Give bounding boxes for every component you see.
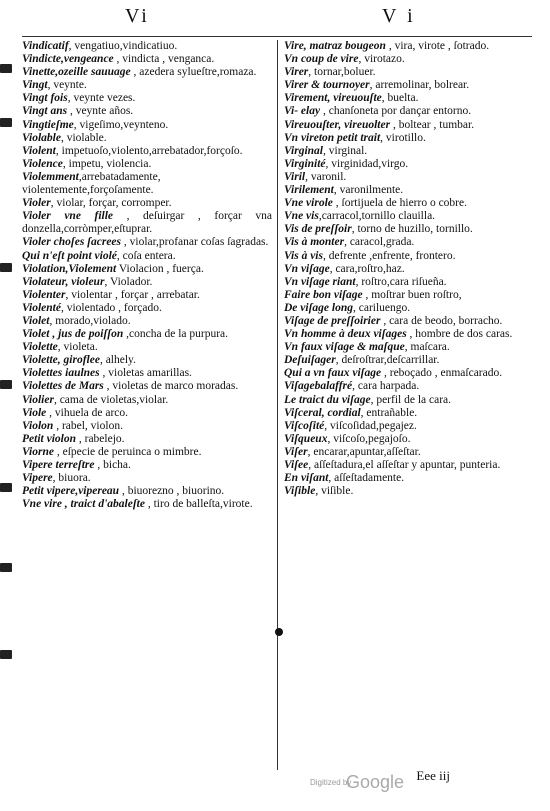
entry-headword: Petit vipere,vipereau <box>22 485 120 498</box>
entry-definition: , aſſeſtadamente. <box>328 472 405 485</box>
dictionary-entry <box>284 236 534 249</box>
dictionary-entry <box>284 459 534 472</box>
dictionary-entry <box>284 132 534 145</box>
entry-definition: , tornar,boluer. <box>308 66 376 79</box>
entry-headword: Viſer <box>284 445 308 458</box>
dictionary-entry <box>22 79 272 92</box>
dictionary-entry <box>284 119 534 132</box>
entry-definition: , cama de violetas,violar. <box>53 393 169 406</box>
dictionary-entry <box>22 92 272 105</box>
entry-headword: Violenter <box>22 288 66 301</box>
entry-headword: Vindicatif <box>22 40 69 52</box>
dictionary-entry <box>22 472 272 485</box>
entry-definition: Violacion , fuerça. <box>116 262 204 275</box>
entry-definition: , tiro de balleſta,virote. <box>144 498 253 511</box>
entry-definition: , encarar,apuntar,aſſeſtar. <box>307 445 421 458</box>
dictionary-entry <box>284 341 534 354</box>
entry-definition: , perfil de la cara. <box>370 393 452 406</box>
entry-definition: , torno de huzillo, tornillo. <box>351 223 473 236</box>
entry-headword: Vne vis <box>284 210 319 223</box>
entry-definition: , cara de beodo, borracho. <box>380 314 503 327</box>
entry-definition: , rabelejo. <box>75 432 125 445</box>
entry-headword: Vis à monter <box>284 236 345 249</box>
dictionary-entry <box>22 210 272 236</box>
gutter-mark <box>0 650 12 659</box>
right-column <box>284 40 534 498</box>
entry-headword: Violer choſes ſacrees <box>22 236 122 249</box>
entry-headword: Viſceral, cordial <box>284 406 361 419</box>
dictionary-entry <box>284 472 534 485</box>
entry-definition: , eſpecie de peruinca o mimbre. <box>53 445 202 458</box>
signature-mark: Eee iij <box>416 768 450 783</box>
entry-definition: , vihuela de arco. <box>46 406 129 419</box>
dictionary-entry <box>22 498 272 511</box>
entry-headword: Viole <box>22 406 47 419</box>
entry-headword: Vire, matraz bougeon <box>284 40 386 52</box>
entry-definition: ,concha de la purpura. <box>123 328 229 341</box>
entry-headword: En viſant <box>284 472 329 485</box>
entry-definition: , caracol,grada. <box>344 236 415 249</box>
dictionary-entry <box>22 276 272 289</box>
entry-definition: , biuora. <box>52 472 91 485</box>
column-divider <box>277 40 278 770</box>
entry-definition: , veynte años. <box>67 105 134 118</box>
entry-definition: , moſtrar buen roſtro, <box>362 288 462 301</box>
entry-definition: , vira, virote , ſotrado. <box>385 40 490 52</box>
dictionary-entry <box>284 105 534 118</box>
entry-headword: Qui n'eſt point violé <box>22 249 117 262</box>
entry-definition: , violentado , forçado. <box>60 301 162 314</box>
entry-headword: Viſcoſité <box>284 419 325 432</box>
entry-definition: , aſſeſtadura,el aſſeſtar y apuntar, punteria. <box>308 459 501 471</box>
entry-headword: Vis à vis <box>284 249 323 262</box>
entry-definition: , virotazo. <box>358 53 405 66</box>
entry-headword: Violette <box>22 341 58 354</box>
dictionary-entry <box>284 184 534 197</box>
entry-definition: , alhely. <box>99 354 136 367</box>
dictionary-entry <box>22 197 272 210</box>
dictionary-entry <box>22 236 272 249</box>
entry-definition: , impetuoſo,violento,arrebatador,forçoſo. <box>55 144 243 157</box>
dictionary-entry <box>284 289 534 302</box>
dictionary-entry <box>22 145 272 158</box>
entry-headword: Violette, giroflee <box>22 354 100 367</box>
dictionary-entry <box>284 276 534 289</box>
entry-definition: , virginal. <box>323 144 368 157</box>
entry-headword: Violent <box>22 144 56 157</box>
dictionary-entry <box>284 367 534 380</box>
entry-headword: Violenté <box>22 301 61 314</box>
dictionary-entry <box>22 250 272 263</box>
entry-headword: Viorne <box>22 445 54 458</box>
entry-definition: , rabel, violon. <box>53 419 123 432</box>
entry-headword: Viſqueux <box>284 432 328 445</box>
entry-headword: Violer <box>22 197 51 210</box>
entry-headword: Vipere terreſtre <box>22 459 95 471</box>
entry-headword: Vipere <box>22 472 53 485</box>
dictionary-entry <box>22 105 272 118</box>
entry-headword: Le traict du viſage <box>284 393 371 406</box>
entry-headword: Vn coup de vire <box>284 53 359 66</box>
entry-headword: Viril <box>284 170 306 183</box>
entry-definition: , arremolinar, bolrear. <box>369 79 470 92</box>
dictionary-entry <box>284 158 534 171</box>
entry-definition: , boltear , tumbar. <box>390 118 475 131</box>
dictionary-entry <box>284 394 534 407</box>
entry-headword: Vingt <box>22 79 48 92</box>
entry-definition: , veynte. <box>47 79 87 92</box>
entry-definition: , veynte vezes. <box>67 92 136 105</box>
dictionary-entry <box>284 250 534 263</box>
entry-headword: Faire bon viſage <box>284 288 363 301</box>
entry-headword: Virilement <box>284 184 334 197</box>
entry-headword: Viſagebalaffré <box>284 380 353 393</box>
entry-headword: Violence <box>22 157 63 170</box>
dictionary-entry <box>22 40 272 53</box>
entry-definition: , viſcoſo,pegajoſo. <box>327 432 411 445</box>
dictionary-entry <box>284 40 534 53</box>
entry-definition: , impetu, violencia. <box>62 157 152 170</box>
google-watermark: Google <box>346 772 405 792</box>
entry-headword: Vn homme à deux viſages <box>284 328 407 341</box>
entry-definition: , violentar , forçar , arrebatar. <box>65 288 200 301</box>
entry-headword: Vis de preſſoir <box>284 223 352 236</box>
entry-headword: Violateur, violeur <box>22 275 105 288</box>
entry-headword: Vn viſage <box>284 262 330 275</box>
entry-definition: ,arrebatadamente, violentemente,forçoſamente. <box>22 170 161 197</box>
entry-definition: , bicha. <box>94 459 131 471</box>
entry-definition: , violeta. <box>57 341 98 354</box>
entry-headword: Violer vne fille <box>22 210 114 223</box>
entry-definition: , virotillo. <box>380 131 426 144</box>
entry-definition: , vengatiuo,vindicatiuo. <box>68 40 178 52</box>
dictionary-entry <box>22 119 272 132</box>
entry-headword: Virer <box>284 66 309 79</box>
dictionary-entry <box>22 433 272 446</box>
entry-headword: Violon <box>22 419 54 432</box>
entry-headword: Violier <box>22 393 54 406</box>
dictionary-entry <box>284 302 534 315</box>
gutter-mark <box>0 64 12 73</box>
dictionary-entry <box>284 145 534 158</box>
running-head-left: Vi <box>125 5 150 27</box>
entry-headword: Vinette,ozeille sauuage <box>22 66 131 79</box>
entry-definition: , cara,roſtro,haz. <box>329 262 405 275</box>
dictionary-entry <box>284 446 534 459</box>
entry-definition: , cara harpada. <box>352 380 420 393</box>
entry-headword: Virginal <box>284 144 323 157</box>
dictionary-entry <box>284 210 534 223</box>
entry-headword: Petit violon <box>22 432 76 445</box>
dictionary-entry <box>22 328 272 341</box>
entry-definition: , violar,profanar coſas ſagradas. <box>121 236 269 249</box>
entry-definition: , buelta. <box>381 92 419 105</box>
entry-headword: Qui a vn faux viſage <box>284 367 382 380</box>
entry-definition: , deſuirgar , forçar vna donzella,corròmper,eſtuprar. <box>22 210 272 236</box>
entry-definition: , maſcara. <box>404 341 450 354</box>
entry-headword: Vingt ans <box>22 105 68 118</box>
gutter-mark <box>0 380 12 389</box>
running-head-right: V i <box>382 5 416 27</box>
dictionary-entry <box>22 394 272 407</box>
entry-headword: De viſage long <box>284 301 353 314</box>
dictionary-entry <box>22 302 272 315</box>
digitized-by-label: Digitized by <box>310 778 352 787</box>
entry-headword: Violemment <box>22 170 79 183</box>
entry-definition: , chanſoneta por dançar entorno. <box>320 105 472 118</box>
dictionary-entry <box>284 315 534 328</box>
entry-definition: , violable. <box>60 131 107 144</box>
left-column <box>22 40 272 511</box>
dictionary-entry <box>22 263 272 276</box>
entry-definition: ,carracol,tornillo clauilla. <box>318 210 436 223</box>
gutter-mark <box>0 118 12 127</box>
header-rule <box>22 36 532 37</box>
entry-headword: Vireuouſter, vireuolter <box>284 118 391 131</box>
dictionary-entry <box>22 66 272 79</box>
dictionary-entry <box>284 354 534 367</box>
dictionary-entry <box>22 158 272 171</box>
dictionary-entry <box>22 289 272 302</box>
entry-headword: Virement, vireuouſte <box>284 92 382 105</box>
entry-definition: , varonil. <box>305 170 347 183</box>
entry-definition: , vigeſimo,veynteno. <box>73 118 169 131</box>
dictionary-entry <box>284 328 534 341</box>
entry-definition: , violar, forçar, corromper. <box>50 197 172 210</box>
dictionary-entry <box>284 66 534 79</box>
entry-definition: , violetas de marco moradas. <box>103 380 239 393</box>
dictionary-entry <box>22 132 272 145</box>
entry-headword: Deſuiſager <box>284 354 336 367</box>
entry-headword: Vi- elay <box>284 105 321 118</box>
entry-definition: , viſcoſidad,pegajez. <box>324 419 417 432</box>
dictionary-entry <box>22 354 272 367</box>
gutter-mark <box>0 483 12 492</box>
entry-headword: Virginité <box>284 157 326 170</box>
binding-gutter <box>0 0 18 811</box>
dictionary-entry <box>284 79 534 92</box>
entry-definition: , viſible. <box>315 485 354 498</box>
entry-definition: , coſa entera. <box>116 249 176 262</box>
dictionary-entry <box>284 433 534 446</box>
gutter-mark <box>0 263 12 272</box>
page-header <box>0 5 550 35</box>
entry-definition: , entrañable. <box>360 406 418 419</box>
dictionary-entry <box>284 53 534 66</box>
entry-definition: , defrente ,enfrente, frontero. <box>322 249 456 262</box>
entry-headword: Vne virole <box>284 197 333 210</box>
entry-definition: , morado,violado. <box>49 314 131 327</box>
entry-headword: Violettes de Mars <box>22 380 104 393</box>
entry-headword: Violet , jus de poiſſon <box>22 328 124 341</box>
entry-definition: , varonilmente. <box>333 184 404 197</box>
dictionary-entry <box>284 263 534 276</box>
entry-headword: Virer & tournoyer <box>284 79 370 92</box>
gutter-mark <box>0 563 12 572</box>
entry-definition: , reboçado , enmaſcarado. <box>381 367 503 380</box>
dictionary-entry <box>22 53 272 66</box>
entry-definition: , hombre de dos caras. <box>406 328 513 341</box>
dictionary-entry <box>284 197 534 210</box>
dictionary-entry <box>284 420 534 433</box>
entry-headword: Vingt fois <box>22 92 68 105</box>
entry-definition: , cariluengo. <box>352 301 411 314</box>
entry-headword: Viſage de preſſoirier <box>284 314 381 327</box>
entry-definition: , deſroſtrar,deſcarrillar. <box>335 354 440 367</box>
entry-headword: Violable <box>22 131 61 144</box>
dictionary-entry <box>22 420 272 433</box>
entry-definition: , ſortijuela de hierro o cobre. <box>332 197 467 210</box>
entry-headword: Violettes iaulnes <box>22 367 100 380</box>
dictionary-entry <box>22 446 272 459</box>
entry-headword: Vingtieſme <box>22 118 74 131</box>
entry-headword: Vn vireton petit trait <box>284 131 381 144</box>
entry-definition: , Violador. <box>104 275 153 288</box>
entry-headword: Violet <box>22 314 50 327</box>
dictionary-entry <box>22 367 272 380</box>
entry-headword: Viſee <box>284 459 309 471</box>
dictionary-entry <box>284 171 534 184</box>
dictionary-entry <box>284 485 534 498</box>
entry-headword: Vne vire , traict d'abaleſte <box>22 498 145 511</box>
dictionary-entry <box>284 407 534 420</box>
entry-headword: Vn faux viſage & maſque <box>284 341 405 354</box>
dictionary-entry <box>22 407 272 420</box>
dictionary-entry <box>22 459 272 472</box>
entry-headword: Violation,Violement <box>22 262 117 275</box>
dictionary-entry <box>22 380 272 393</box>
entry-definition: , biuorezno , biuorino. <box>119 485 225 498</box>
dictionary-entry <box>22 341 272 354</box>
entry-definition: , azedera sylueſtre,romaza. <box>130 66 257 79</box>
entry-headword: Vindicte,vengeance <box>22 53 114 66</box>
entry-definition: , vindicta , venganca. <box>113 53 215 66</box>
dictionary-entry <box>284 92 534 105</box>
entry-definition: , violetas amarillas. <box>99 367 192 380</box>
dictionary-entry <box>22 485 272 498</box>
dictionary-entry <box>284 380 534 393</box>
entry-definition: , virginidad,virgo. <box>325 157 409 170</box>
margin-bullet <box>275 628 283 636</box>
page-footer <box>0 760 550 811</box>
dictionary-entry <box>22 315 272 328</box>
entry-headword: Viſible <box>284 485 316 498</box>
dictionary-entry <box>284 223 534 236</box>
dictionary-entry <box>22 171 272 197</box>
entry-headword: Vn viſage riant <box>284 275 356 288</box>
entry-definition: , roſtro,cara riſueña. <box>355 275 447 288</box>
